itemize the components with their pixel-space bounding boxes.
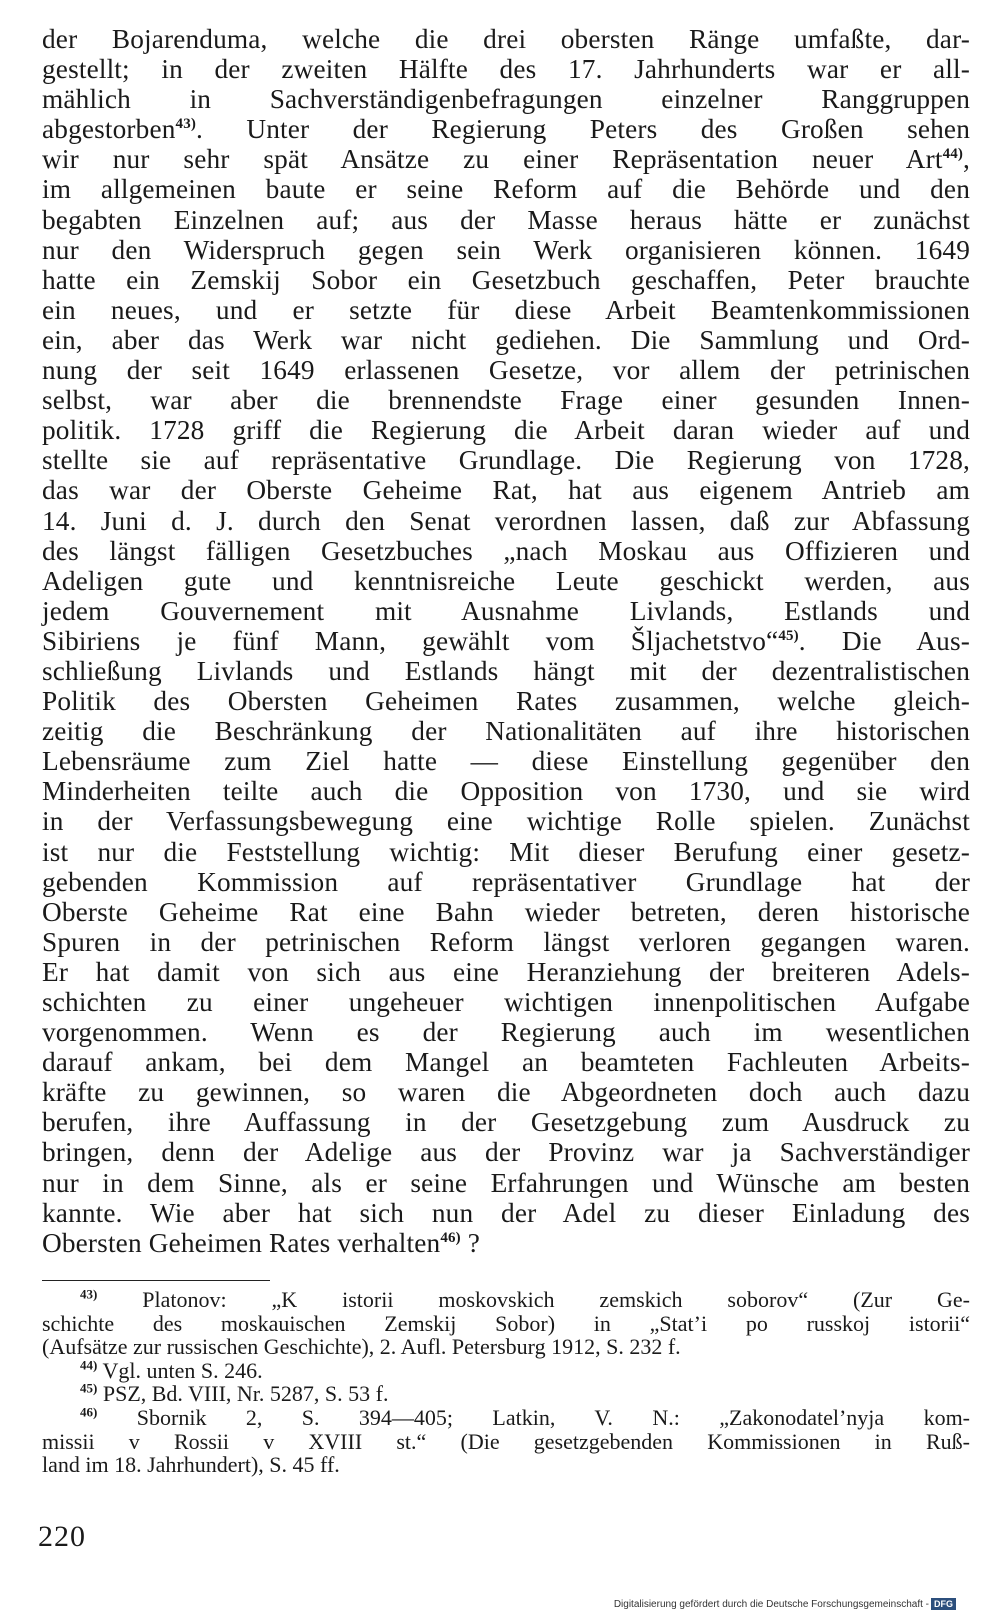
- text-line: im allgemeinen baute er seine Reform auf die Behörde und den: [42, 174, 970, 205]
- text-line: der Bojarenduma, welche die drei obersten Ränge umfaßte, dar-: [42, 24, 970, 54]
- footnote-line: [42, 1382, 970, 1406]
- text-line: Minderheiten teilte auch die Opposition von 1730, und sie wird: [42, 776, 970, 807]
- text-line: des längst fälligen Gesetzbuches „nach Moskau aus Offizieren und: [42, 535, 970, 566]
- footnote-text: Vgl. unten S. 246.: [102, 1357, 263, 1383]
- digitization-text: Digitalisierung gefördert durch die Deutsche Forschungsgemeinschaft -: [613, 1599, 929, 1610]
- page-number: 220: [38, 1520, 86, 1553]
- text-line: [42, 114, 970, 144]
- footnote-number: 46): [80, 1404, 98, 1420]
- text-line: stellte sie auf repräsentative Grundlage. Die Regierung von 1728,: [42, 445, 970, 476]
- footnote-line: [42, 1359, 970, 1383]
- text-fragment: . Unter der Regierung Peters des Großen sehen: [196, 114, 970, 145]
- text-line: jedem Gouvernement mit Ausnahme Livlands, Estlands und: [42, 595, 970, 626]
- text-line: schichten zu einer ungeheuer wichtigen innenpolitischen Aufgabe: [42, 987, 970, 1017]
- text-line: kräfte zu gewinnen, so waren die Abgeordneten doch auch dazu: [42, 1077, 970, 1108]
- footnote-divider: [42, 1280, 270, 1281]
- footnote-line: missii v Rossii v XVIII st.“ (Die gesetzgebenden Kommissionen in Ruß-: [42, 1428, 970, 1454]
- text-line: hatte ein Zemskij Sobor ein Gesetzbuch geschaffen, Peter brauchte: [42, 264, 970, 295]
- text-line: Oberste Geheime Rat eine Bahn wieder betreten, deren historische: [42, 896, 970, 927]
- footnote-44: [42, 1359, 970, 1383]
- footnote-line: [42, 1288, 970, 1312]
- footnotes: [42, 1288, 970, 1477]
- footnote-line: schichte des moskauischen Zemskij Sobor) in „Stat’i po russkoj istorii“: [42, 1310, 970, 1336]
- text-line: gestellt; in der zweiten Hälfte des 17. Jahrhunderts war er all-: [42, 54, 970, 85]
- text-line: Politik des Obersten Geheimen Rates zusammen, welche gleich-: [42, 686, 970, 717]
- text-line: 14. Juni d. J. durch den Senat verordnen lassen, daß zur Abfassung: [42, 505, 970, 536]
- footnote-number: 43): [80, 1286, 98, 1302]
- text-line: kannte. Wie aber hat sich nun der Adel zu dieser Einladung des: [42, 1197, 970, 1228]
- footnote-line: land im 18. Jahrhundert), S. 45 ff.: [42, 1452, 340, 1478]
- text-line: politik. 1728 griff die Regierung die Arbeit daran wieder auf und: [42, 415, 970, 446]
- text-fragment: . Die Aus-: [798, 625, 970, 656]
- text-line: nung der seit 1649 erlassenen Gesetze, vor allem der petrinischen: [42, 355, 970, 386]
- footnote-line: (Aufsätze zur russischen Geschichte), 2. Aufl. Petersburg 1912, S. 232 f.: [42, 1334, 681, 1360]
- text-line: ein, aber das Werk war nicht gediehen. Die Sammlung und Ord-: [42, 324, 970, 355]
- footnote-ref-46[interactable]: 46): [440, 1229, 461, 1246]
- text-line: nur den Widerspruch gegen sein Werk organisieren können. 1649: [42, 234, 970, 265]
- text-line: [42, 1228, 970, 1258]
- footnote-text: Platonov: „K istorii moskovskich zemskich soborov“ (Zur Ge-: [142, 1287, 971, 1312]
- footnote-ref-44[interactable]: 44): [942, 146, 964, 163]
- footnote-46: [42, 1406, 970, 1477]
- text-line: Er hat damit von sich aus eine Heranziehung der breiteren Adels-: [42, 956, 970, 987]
- text-line: Spuren in der petrinischen Reform längst verloren gegangen waren.: [42, 926, 970, 957]
- footnote-ref-43[interactable]: 43): [175, 116, 196, 133]
- text-line: das war der Oberste Geheime Rat, hat aus eigenem Antrieb am: [42, 475, 970, 506]
- text-line: ein neues, und er setzte für diese Arbeit Beamtenkommissionen: [42, 294, 970, 325]
- text-fragment: ?: [460, 1227, 481, 1258]
- footnote-line: [42, 1406, 970, 1430]
- text-line: Lebensräume zum Ziel hatte — diese Einstellung gegenüber den: [42, 746, 970, 777]
- digitization-credit: [614, 1598, 956, 1610]
- text-line: zeitig die Beschränkung der Nationalitäten auf ihre historischen: [42, 716, 970, 747]
- footnote-number: 44): [80, 1357, 98, 1373]
- text-line: begabten Einzelnen auf; aus der Masse heraus hätte er zunächst: [42, 204, 970, 235]
- text-line: Adeligen gute und kenntnisreiche Leute geschickt werden, aus: [42, 565, 970, 596]
- text-line: nur in dem Sinne, als er seine Erfahrungen und Wünsche am besten: [42, 1167, 970, 1198]
- text-line: darauf ankam, bei dem Mangel an beamteten Fachleuten Arbeits-: [42, 1047, 970, 1078]
- main-text: [42, 24, 970, 1258]
- text-line: gebenden Kommission auf repräsentativer Grundlage hat der: [42, 866, 970, 897]
- text-line: vorgenommen. Wenn es der Regierung auch im wesentlichen: [42, 1017, 970, 1048]
- footnote-45: [42, 1382, 970, 1406]
- footnote-number: 45): [80, 1381, 98, 1397]
- footnote-text: Sbornik 2, S. 394—405; Latkin, V. N.: „Zakonodatel’nyja kom-: [136, 1404, 971, 1430]
- footnote-ref-45[interactable]: 45): [778, 627, 799, 644]
- text-fragment: wir nur sehr spät Ansätze zu einer Repräsentation neuer Art: [42, 144, 943, 175]
- text-line: mählich in Sachverständigenbefragungen einzelner Ranggruppen: [42, 84, 970, 115]
- text-fragment: Obersten Geheimen Rates verhalten: [42, 1227, 441, 1258]
- text-fragment: abgestorben: [42, 114, 176, 145]
- footnote-43: [42, 1288, 970, 1359]
- text-line: ist nur die Feststellung wichtig: Mit dieser Berufung einer gesetz-: [42, 836, 970, 867]
- text-line: berufen, ihre Auffassung in der Gesetzgebung zum Ausdruck zu: [42, 1107, 970, 1138]
- text-line: selbst, war aber die brennendste Frage einer gesunden Innen-: [42, 385, 970, 416]
- text-fragment: Sibiriens je fünf Mann, gewählt vom Šljachetstvo“: [42, 625, 779, 656]
- text-line: [42, 626, 970, 656]
- text-line: [42, 144, 970, 174]
- footnote-text: PSZ, Bd. VIII, Nr. 5287, S. 53 f.: [102, 1381, 389, 1407]
- text-fragment: ,: [963, 144, 970, 175]
- text-line: schließung Livlands und Estlands hängt mit der dezentralistischen: [42, 655, 970, 686]
- dfg-logo: DFG: [931, 1598, 956, 1610]
- text-line: bringen, denn der Adelige aus der Provinz war ja Sachverständiger: [42, 1137, 970, 1168]
- text-line: in der Verfassungsbewegung eine wichtige Rolle spielen. Zunächst: [42, 806, 970, 837]
